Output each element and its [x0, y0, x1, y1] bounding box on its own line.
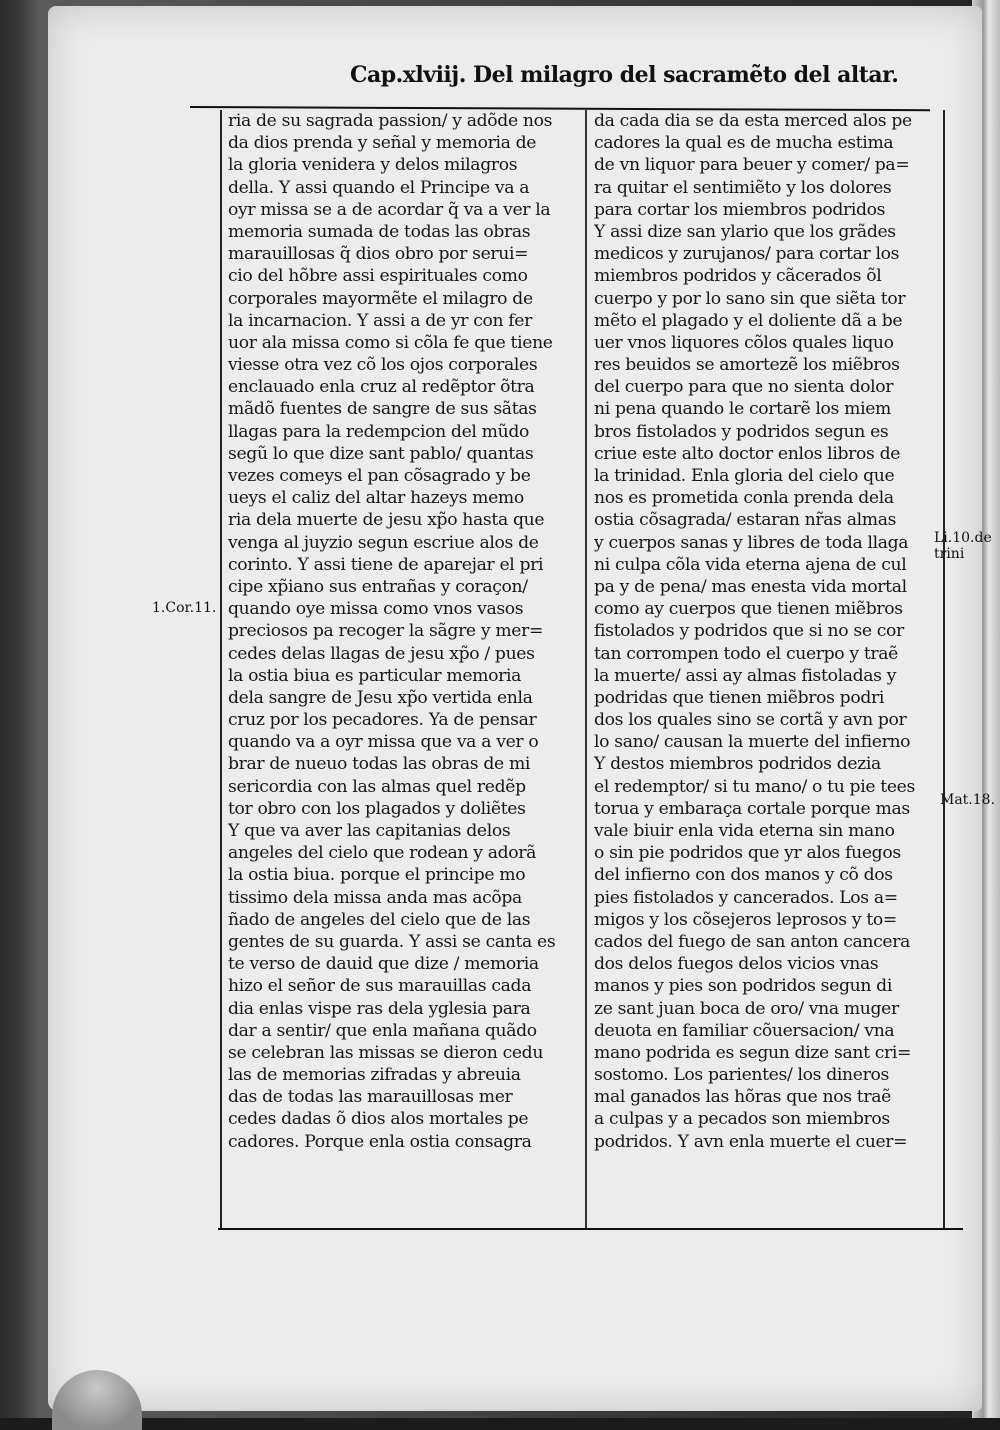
text-line: mal ganados las hõras que nos traẽ	[594, 1087, 891, 1108]
text-line: bros fistolados y podridos segun es	[594, 421, 889, 442]
text-line: torua y embaraça cortale porque mas	[594, 798, 910, 819]
text-line: cadores. Porque enla ostia consagra	[228, 1131, 532, 1152]
text-line: hizo el señor de sus marauillas cada	[228, 976, 532, 997]
text-line: brar de nueuo todas las obras de mi	[228, 754, 531, 775]
text-line: dia enlas vispe ras dela yglesia para	[228, 998, 531, 1019]
text-line: quando va a oyr missa que va a ver o	[228, 732, 539, 753]
text-line: mano podrida es segun dize sant cri=	[594, 1042, 912, 1063]
text-line: res beuidos se amortezẽ los miẽbros	[594, 355, 900, 376]
text-line: ostia cõsagrada/ estaran nr̃as almas	[594, 510, 897, 531]
text-line: enclauado enla cruz al redẽptor õtra	[228, 377, 535, 398]
text-line: la muerte/ assi ay almas fistoladas y	[594, 665, 897, 686]
text-line: vezes comeys el pan cõsagrado y be	[228, 466, 531, 486]
text-line: del cuerpo para que no sienta dolor	[594, 377, 894, 398]
text-column-left	[220, 110, 587, 1228]
text-line: la ostia biua. porque el principe mo	[228, 865, 526, 886]
text-line: sostomo. Los parientes/ los dineros	[594, 1065, 889, 1086]
text-line: deuota en familiar cõuersacion/ vna	[594, 1020, 895, 1041]
text-line: dos delos fuegos delos vicios vnas	[594, 954, 879, 975]
text-line: las de memorias zifradas y abreuia	[228, 1065, 521, 1086]
text-line: lo sano/ causan la muerte del infierno	[594, 732, 911, 753]
footer-rule	[218, 1228, 963, 1230]
text-line: mãdõ fuentes de sangre de sus sãtas	[228, 399, 537, 420]
text-line: venga al juyzio segun escriue alos de	[228, 532, 539, 553]
text-line: manos y pies son podridos segun di	[594, 976, 892, 997]
text-line: el redemptor/ si tu mano/ o tu pie tees	[594, 776, 915, 797]
text-line: podridas que tienen miẽbros podri	[594, 687, 884, 708]
text-line: tissimo dela missa anda mas acõpa	[228, 887, 522, 908]
text-line: cedes delas llagas de jesu xp̃o / pues	[228, 643, 535, 664]
text-line: ueys el caliz del altar hazeys memo	[228, 488, 524, 509]
running-header: Cap.xlviij. Del milagro del sacramẽto del altar.	[350, 62, 899, 88]
text-line: da cada dia se da esta merced alos pe	[594, 111, 912, 131]
text-line: memoria sumada de todas las obras	[228, 221, 531, 242]
text-line: fistolados y podridos que si no se cor	[594, 621, 904, 642]
text-line: ria de su sagrada passion/ y adõde nos	[228, 111, 553, 131]
text-line: mẽto el plagado y el doliente dã a be	[594, 310, 903, 331]
text-column-right	[585, 110, 945, 1228]
margin-note-right-bottom: Mat.18.	[940, 792, 996, 808]
text-line: ria dela muerte de jesu xp̃o hasta que	[228, 510, 545, 531]
text-line: oyr missa se a de acordar q̃ va a ver la	[228, 199, 551, 220]
text-line: para cortar los miembros podridos	[594, 199, 886, 220]
text-line: vale biuir enla vida eterna sin mano	[594, 821, 895, 841]
text-line: dos los quales sino se cortã y avn por	[594, 710, 907, 731]
text-line: pa y de pena/ mas enesta vida mortal	[594, 576, 907, 597]
text-line: llagas para la redempcion del mũdo	[228, 421, 529, 442]
text-line: o sin pie podridos que yr alos fuegos	[594, 843, 901, 864]
text-line: podridos. Y avn enla muerte el cuer=	[594, 1131, 908, 1152]
margin-note-right-top: Li.10.de trini	[934, 530, 992, 562]
text-line: Y que va aver las capitanias delos	[228, 821, 511, 841]
text-line: la trinidad. Enla gloria del cielo que	[594, 466, 895, 486]
text-line: de vn liquor para beuer y comer/ pa=	[594, 155, 910, 176]
text-line: Y assi dize san ylario que los grãdes	[594, 221, 896, 242]
text-line: cadores la qual es de mucha estima	[594, 133, 894, 154]
text-line: gentes de su guarda. Y assi se canta es	[228, 931, 556, 952]
text-line: se celebran las missas se dieron cedu	[228, 1042, 544, 1063]
text-line: la ostia biua es particular memoria	[228, 665, 522, 686]
text-line: uer vnos liquores cõlos quales liquo	[594, 332, 894, 353]
text-line: ze sant juan boca de oro/ vna muger	[594, 998, 899, 1019]
text-line: cados del fuego de san anton cancera	[594, 931, 911, 952]
text-line: angeles del cielo que rodean y adorã	[228, 843, 537, 864]
text-line: corporales mayormẽte el milagro de	[228, 288, 533, 309]
text-line: del infierno con dos manos y cõ dos	[594, 865, 893, 886]
text-line: preciosos pa recoger la sãgre y mer=	[228, 621, 544, 642]
text-line: cipe xp̃iano sus entrañas y coraçon/	[228, 576, 528, 597]
text-line: dela sangre de Jesu xp̃o vertida enla	[228, 687, 533, 708]
text-line: criue este alto doctor enlos libros de	[594, 443, 901, 464]
margin-note-left: 1.Cor.11.	[152, 600, 217, 616]
text-line: y cuerpos sanas y libres de toda llaga	[594, 532, 909, 553]
text-line: dar a sentir/ que enla mañana quãdo	[228, 1020, 537, 1041]
text-line: te verso de dauid que dize / memoria	[228, 954, 539, 975]
text-line: segũ lo que dize sant pablo/ quantas	[228, 443, 534, 464]
text-line: pies fistolados y cancerados. Los a=	[594, 887, 898, 908]
text-line: la incarnacion. Y assi a de yr con fer	[228, 310, 532, 331]
text-line: della. Y assi quando el Principe va a	[228, 177, 530, 198]
text-line: marauillosas q̃ dios obro por serui=	[228, 244, 529, 265]
text-line: a culpas y a pecados son miembros	[594, 1109, 890, 1130]
text-line: ra quitar el sentimiẽto y los dolores	[594, 177, 892, 198]
text-line: cio del hõbre assi espirituales como	[228, 266, 528, 287]
text-line: Y destos miembros podridos dezia	[594, 754, 881, 775]
text-line: migos y los cõsejeros leprosos y to=	[594, 909, 897, 930]
text-line: ni pena quando le cortarẽ los miem	[594, 399, 892, 420]
text-line: sericordia con las almas quel redẽp	[228, 776, 526, 797]
text-line: ni culpa cõla vida eterna ajena de cul	[594, 554, 907, 575]
text-line: medicos y zurujanos/ para cortar los	[594, 244, 900, 265]
text-line: miembros podridos y cãcerados õl	[594, 266, 882, 287]
text-line: corinto. Y assi tiene de aparejar el pri	[228, 554, 544, 575]
text-line: quando oye missa como vnos vasos	[228, 599, 524, 620]
text-line: nos es prometida conla prenda dela	[594, 488, 894, 509]
text-line: das de todas las marauillosas mer	[228, 1087, 513, 1108]
text-line: cruz por los pecadores. Ya de pensar	[228, 710, 537, 731]
text-line: uor ala missa como si cõla fe que tiene	[228, 332, 553, 353]
text-line: tor obro con los plagados y doliẽtes	[228, 798, 526, 819]
text-line: ñado de angeles del cielo que de las	[228, 909, 531, 930]
text-line: cedes dadas õ dios alos mortales pe	[228, 1109, 529, 1130]
text-line: tan corrompen todo el cuerpo y traẽ	[594, 643, 899, 664]
text-line: como ay cuerpos que tienen miẽbros	[594, 599, 903, 620]
text-line: viesse otra vez cõ los ojos corporales	[228, 355, 538, 376]
text-line: da dios prenda y señal y memoria de	[228, 133, 537, 154]
text-line: cuerpo y por lo sano sin que siẽta tor	[594, 288, 906, 309]
text-line: la gloria venidera y delos milagros	[228, 155, 518, 176]
